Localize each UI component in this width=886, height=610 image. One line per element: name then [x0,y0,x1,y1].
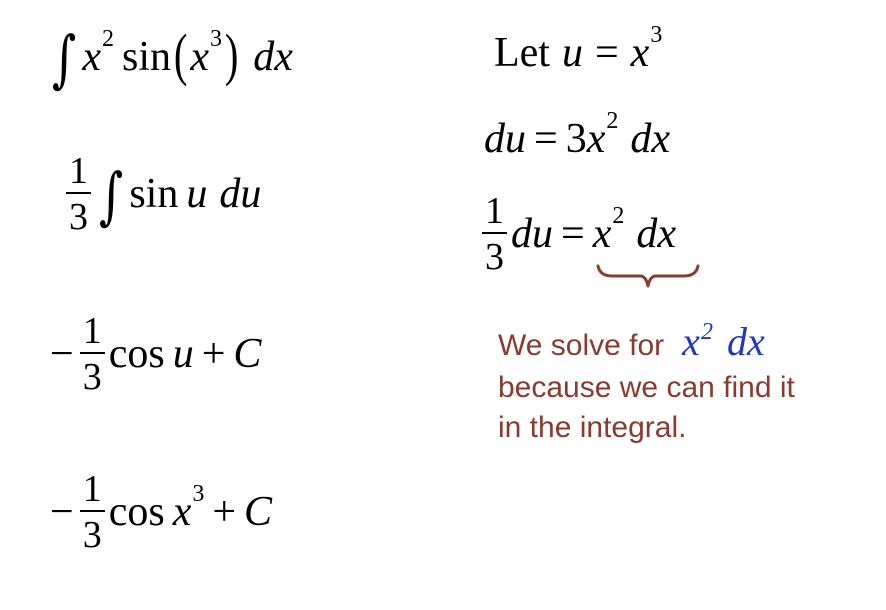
constant-c: C [233,331,262,377]
note-prefix: We solve for [498,329,665,362]
differential-du: du [511,211,553,257]
var-u: u [172,331,194,377]
numerator: 1 [69,150,88,192]
var-x: x [682,319,700,364]
note-line-1 [498,319,858,368]
var-u: u [561,30,583,76]
exponent-inner: 3 [209,26,222,52]
numerator: 1 [485,190,504,232]
numerator: 1 [82,310,102,352]
equals-sign: = [561,211,585,257]
exponent: 3 [192,481,205,507]
minus-sign: − [50,331,74,377]
denominator: 3 [69,196,88,238]
sin-function: sin [121,34,171,80]
var-x: x [592,211,612,257]
coefficient: 3 [565,116,587,162]
differential-dx: dx [636,211,676,257]
var-x: x [586,116,606,162]
note-line-3: in the integral. [498,411,687,444]
minus-sign: − [50,489,74,535]
differential-du: du [219,171,262,217]
equation-let-u [494,22,663,76]
explanation-note [498,319,858,448]
plus-sign: + [201,331,226,377]
exponent: 2 [101,26,114,52]
var-x: x [172,489,192,535]
underbrace-icon [596,262,700,292]
fraction-one-third [482,192,507,276]
cos-function: cos [108,331,165,377]
equation-original-integral [48,22,293,95]
plus-sign: + [212,489,237,535]
fraction-one-third [66,152,91,236]
numerator: 1 [82,468,102,510]
constant-c: C [244,489,273,535]
differential-du: du [484,116,526,162]
fraction-one-third [80,312,105,396]
fraction-one-third [80,470,105,554]
sin-function: sin [129,171,179,217]
right-paren: ) [224,22,239,87]
exponent: 3 [650,22,663,48]
equation-antiderivative-u [50,312,261,396]
differential-dx: dx [630,116,670,162]
exponent: 2 [606,108,619,134]
equation-substituted-integral [62,152,261,236]
var-x: x [82,34,101,80]
equation-du [484,108,670,162]
var-u: u [186,171,208,217]
equals-sign: = [594,30,619,76]
exponent: 2 [612,203,625,229]
denominator: 3 [485,236,504,278]
differential-dx: dx [726,319,765,364]
exponent: 2 [700,319,713,345]
differential-dx: dx [253,34,293,80]
var-x: x [630,30,650,76]
equals-sign: = [534,116,558,162]
cos-function: cos [108,489,165,535]
var-x-inner: x [190,34,209,80]
let-word: Let [494,30,550,76]
denominator: 3 [82,514,102,556]
integral-sign: ∫ [99,159,124,232]
denominator: 3 [82,356,102,398]
integral-sign: ∫ [52,22,77,95]
left-paren: ( [173,22,188,87]
highlight-expression [682,319,765,364]
note-line-2: because we can find it [498,371,795,404]
equation-final-answer [50,470,272,554]
